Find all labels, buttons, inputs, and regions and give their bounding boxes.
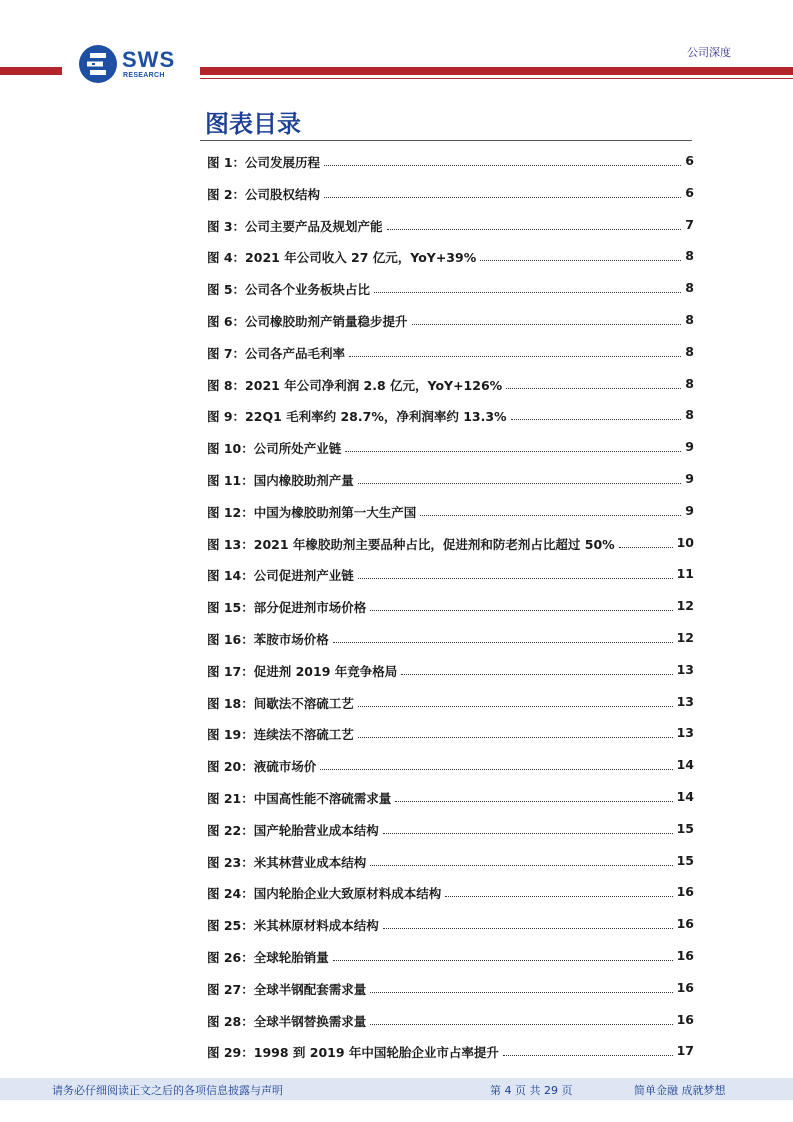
toc-item-page: 8 bbox=[685, 407, 694, 423]
toc-item-label: 图 16：苯胺市场价格 bbox=[207, 631, 329, 647]
toc-item-page: 16 bbox=[676, 947, 694, 963]
toc-item[interactable] bbox=[207, 916, 694, 948]
toc-item[interactable] bbox=[207, 344, 694, 376]
toc-item-label: 图 17：促进剂 2019 年竞争格局 bbox=[207, 663, 398, 679]
toc-item-label: 图 21：中国高性能不溶硫需求量 bbox=[207, 790, 392, 806]
toc-leader-dots bbox=[420, 503, 681, 516]
toc-item-page: 8 bbox=[685, 311, 694, 327]
toc-item[interactable] bbox=[207, 757, 694, 789]
toc-item-label: 图 7：公司各产品毛利率 bbox=[207, 345, 346, 361]
toc-item-label: 图 9：22Q1 毛利率约 28.7%，净利润率约 13.3% bbox=[207, 409, 507, 425]
toc-leader-dots bbox=[345, 439, 681, 452]
toc-item[interactable] bbox=[207, 217, 694, 249]
toc-item-page: 8 bbox=[685, 343, 694, 359]
toc-item[interactable] bbox=[207, 503, 694, 535]
toc-item[interactable] bbox=[207, 789, 694, 821]
toc-item[interactable] bbox=[207, 471, 694, 503]
toc-item-page: 13 bbox=[676, 693, 694, 709]
toc-item-label: 图 1：公司发展历程 bbox=[207, 155, 321, 170]
toc-leader-dots bbox=[358, 725, 673, 738]
toc-leader-dots bbox=[349, 344, 681, 357]
toc-item-label: 图 15：部分促进剂市场价格 bbox=[207, 600, 367, 616]
logo-text: SWS bbox=[122, 47, 176, 72]
toc-leader-dots bbox=[333, 948, 673, 961]
toc-item-label: 图 24：国内轮胎企业大致原材料成本结构 bbox=[207, 886, 442, 902]
toc-item-label: 图 10：公司所处产业链 bbox=[207, 441, 342, 457]
toc-list bbox=[207, 153, 694, 1075]
toc-leader-dots bbox=[324, 153, 681, 166]
header-red-bar-right bbox=[200, 67, 793, 75]
toc-leader-dots bbox=[370, 598, 672, 611]
toc-item-page: 6 bbox=[685, 184, 694, 200]
toc-item-label: 图 12：中国为橡胶助剂第一大生产国 bbox=[207, 504, 417, 520]
doc-type-label: 公司深度 bbox=[687, 46, 731, 59]
toc-leader-dots bbox=[358, 694, 673, 707]
toc-item[interactable] bbox=[207, 948, 694, 980]
toc-item[interactable] bbox=[207, 248, 694, 280]
toc-leader-dots bbox=[619, 535, 673, 548]
toc-item-page: 15 bbox=[676, 852, 694, 868]
toc-item-label: 图 14：公司促进剂产业链 bbox=[207, 568, 354, 584]
toc-item[interactable] bbox=[207, 853, 694, 885]
toc-item[interactable] bbox=[207, 598, 694, 630]
footer-disclaimer: 请务必仔细阅读正文之后的各项信息披露与声明 bbox=[52, 1084, 283, 1097]
footer-slogan: 简单金融 成就梦想 bbox=[634, 1084, 726, 1097]
toc-leader-dots bbox=[324, 185, 681, 198]
toc-leader-dots bbox=[320, 757, 672, 770]
toc-leader-dots bbox=[511, 407, 682, 420]
toc-leader-dots bbox=[370, 980, 672, 993]
toc-item-page: 16 bbox=[676, 1011, 694, 1027]
toc-item-label: 图 19：连续法不溶硫工艺 bbox=[207, 727, 354, 743]
toc-item-page: 17 bbox=[676, 1043, 694, 1059]
toc-item[interactable] bbox=[207, 694, 694, 726]
toc-item-label: 图 8：2021 年公司净利润 2.8 亿元，YoY+126% bbox=[207, 377, 503, 393]
toc-item-label: 图 2：公司股权结构 bbox=[207, 186, 321, 202]
toc-item-label: 图 29：1998 到 2019 年中国轮胎企业市占率提升 bbox=[207, 1045, 499, 1061]
toc-leader-dots bbox=[503, 1043, 673, 1056]
toc-item-label: 图 22：国产轮胎营业成本结构 bbox=[207, 822, 379, 838]
toc-item-label: 图 4：2021 年公司收入 27 亿元，YoY+39% bbox=[207, 250, 477, 266]
toc-item-label: 图 20：液硫市场价 bbox=[207, 759, 317, 775]
toc-item-page: 8 bbox=[685, 280, 694, 296]
toc-leader-dots bbox=[395, 789, 672, 802]
toc-item-page: 9 bbox=[685, 502, 694, 518]
toc-item-page: 16 bbox=[676, 884, 694, 900]
toc-item[interactable] bbox=[207, 312, 694, 344]
toc-item[interactable] bbox=[207, 1043, 694, 1075]
toc-item-page: 16 bbox=[676, 979, 694, 995]
toc-item[interactable] bbox=[207, 535, 694, 567]
toc-item-page: 12 bbox=[676, 629, 694, 645]
header-red-line bbox=[200, 78, 793, 79]
header-red-bar-left bbox=[0, 67, 62, 75]
toc-item-page: 16 bbox=[676, 916, 694, 932]
toc-item[interactable] bbox=[207, 821, 694, 853]
toc-item-label: 图 26：全球轮胎销量 bbox=[207, 949, 329, 965]
toc-leader-dots bbox=[370, 1012, 672, 1025]
toc-leader-dots bbox=[383, 916, 673, 929]
toc-item-page: 7 bbox=[685, 216, 694, 232]
toc-item-label: 图 25：米其林原材料成本结构 bbox=[207, 918, 379, 934]
toc-item-page: 8 bbox=[685, 248, 694, 264]
toc-item-label: 图 18：间歇法不溶硫工艺 bbox=[207, 695, 354, 711]
sws-logo bbox=[78, 44, 188, 86]
toc-item-label: 图 23：米其林营业成本结构 bbox=[207, 854, 367, 870]
toc-leader-dots bbox=[358, 471, 682, 484]
toc-leader-dots bbox=[506, 376, 681, 389]
toc-item[interactable] bbox=[207, 439, 694, 471]
toc-item[interactable] bbox=[207, 280, 694, 312]
toc-title: 图表目录 bbox=[205, 110, 301, 138]
toc-item-page: 10 bbox=[676, 534, 694, 550]
toc-item[interactable] bbox=[207, 630, 694, 662]
toc-item-label: 图 28：全球半钢替换需求量 bbox=[207, 1013, 367, 1029]
toc-leader-dots bbox=[445, 884, 672, 897]
toc-leader-dots bbox=[374, 280, 681, 293]
toc-item-page: 12 bbox=[676, 598, 694, 614]
footer-page-number: 第 4 页 共 29 页 bbox=[490, 1084, 573, 1097]
toc-leader-dots bbox=[401, 662, 672, 675]
logo-subtext: RESEARCH bbox=[123, 72, 165, 79]
toc-item-label: 图 3：公司主要产品及规划产能 bbox=[207, 218, 383, 234]
toc-leader-dots bbox=[387, 217, 682, 230]
toc-item[interactable] bbox=[207, 376, 694, 408]
toc-item[interactable] bbox=[207, 662, 694, 694]
toc-item[interactable] bbox=[207, 980, 694, 1012]
page-header bbox=[0, 0, 793, 100]
toc-leader-dots bbox=[412, 312, 682, 325]
toc-leader-dots bbox=[383, 821, 673, 834]
toc-item[interactable] bbox=[207, 725, 694, 757]
toc-item[interactable] bbox=[207, 1012, 694, 1044]
toc-leader-dots bbox=[480, 248, 681, 261]
toc-item-label: 图 27：全球半钢配套需求量 bbox=[207, 981, 367, 997]
toc-item[interactable] bbox=[207, 884, 694, 916]
toc-item[interactable] bbox=[207, 153, 694, 185]
toc-item[interactable] bbox=[207, 407, 694, 439]
toc-item[interactable] bbox=[207, 566, 694, 598]
toc-item-label: 图 11：国内橡胶助剂产量 bbox=[207, 472, 354, 488]
toc-item-page: 14 bbox=[676, 788, 694, 804]
toc-item-page: 14 bbox=[676, 757, 694, 773]
toc-item-label: 图 5：公司各个业务板块占比 bbox=[207, 282, 371, 298]
sws-logo-icon bbox=[78, 44, 118, 84]
toc-item-page: 8 bbox=[685, 375, 694, 391]
toc-item-page: 11 bbox=[676, 566, 694, 582]
toc-leader-dots bbox=[358, 566, 673, 579]
toc-item-page: 15 bbox=[676, 820, 694, 836]
toc-item-page: 13 bbox=[676, 661, 694, 677]
title-divider bbox=[200, 140, 692, 141]
toc-item-label: 图 6：公司橡胶助剂产销量稳步提升 bbox=[207, 313, 408, 329]
toc-item-label: 图 13：2021 年橡胶助剂主要品种占比，促进剂和防老剂占比超过 50% bbox=[207, 536, 615, 552]
toc-leader-dots bbox=[333, 630, 673, 643]
toc-item-page: 9 bbox=[685, 439, 694, 455]
toc-item-page: 9 bbox=[685, 470, 694, 486]
toc-item-page: 13 bbox=[676, 725, 694, 741]
toc-item-page: 6 bbox=[685, 153, 694, 168]
toc-leader-dots bbox=[370, 853, 672, 866]
page-footer bbox=[0, 1078, 793, 1100]
toc-item[interactable] bbox=[207, 185, 694, 217]
